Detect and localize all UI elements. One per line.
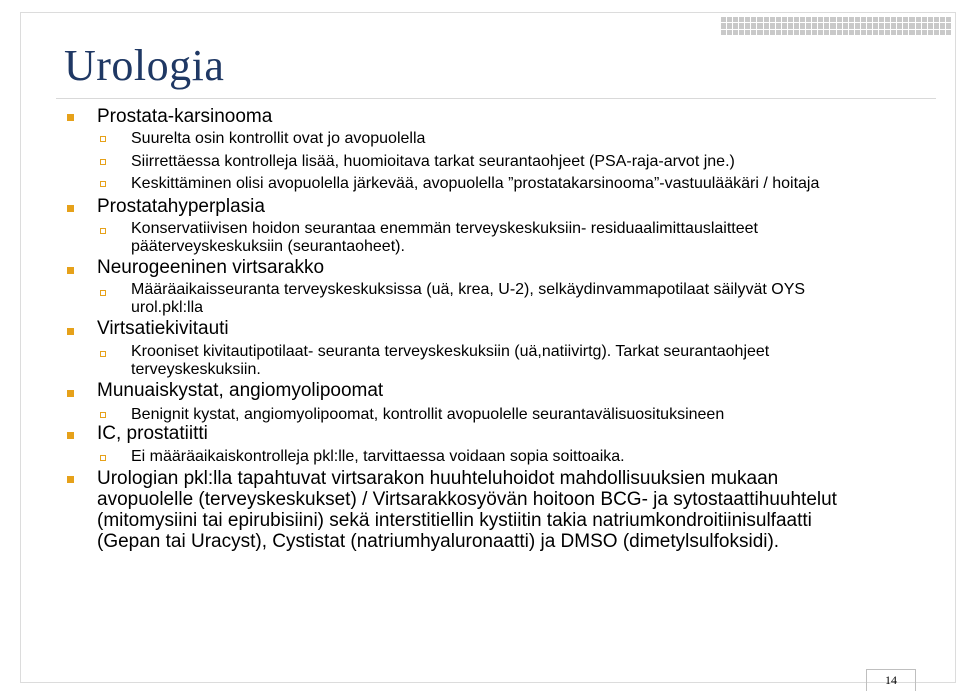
grid-cell xyxy=(812,17,817,22)
grid-cell xyxy=(837,23,842,28)
grid-cell xyxy=(770,17,775,22)
grid-cell xyxy=(776,23,781,28)
grid-cell xyxy=(776,17,781,22)
grid-cell xyxy=(843,23,848,28)
grid-cell xyxy=(794,17,799,22)
grid-cell xyxy=(721,17,726,22)
grid-cell xyxy=(849,30,854,35)
grid-cell xyxy=(770,30,775,35)
bullet-text: Neurogeeninen virtsarakko xyxy=(97,257,325,278)
grid-cell xyxy=(818,23,823,28)
grid-cell xyxy=(946,23,951,28)
grid-cell xyxy=(800,30,805,35)
title-divider xyxy=(56,98,936,99)
square-bullet-icon xyxy=(67,476,74,483)
grid-cell xyxy=(940,17,945,22)
grid-cell xyxy=(837,30,842,35)
grid-cell xyxy=(800,23,805,28)
grid-cell xyxy=(770,23,775,28)
hollow-square-bullet-icon xyxy=(100,181,106,187)
sub-bullet-text: Krooniset kivitautipotilaat- seuranta terveyskeskuksiin (uä,natiivirtg). Tarkat seurantaohjeet terveyskeskuksiin. xyxy=(131,343,770,378)
sub-bullet-text: Konservatiivisen hoidon seurantaa enemmän terveyskeskuksiin- residuaalimittauslaitteet pääterveyskeskuksiin (seurantaoheet). xyxy=(131,220,758,255)
bullet-text: Urologian pkl:lla tapahtuvat virtsarakon huuhteluhoidot mahdollisuuksien mukaan avopuolelle (terveyskeskukset) / Virtsarakkosyövän hoitoon BCG- ja sytostaattihuuhtelut (mitomysiini tai epirubisiini) sekä interstitiellin kystiitin takia natriumkondroitiinisulfaatti (Gepan tai Uracyst), Cystistat (natriumhyaluronaatti) ja DMSO (dimetylsulfoksidi). xyxy=(97,468,837,552)
bullet-text: Munuaiskystat, angiomyolipoomat xyxy=(97,380,384,401)
grid-cell xyxy=(764,30,769,35)
grid-cell xyxy=(928,30,933,35)
grid-cell xyxy=(849,17,854,22)
grid-cell xyxy=(940,23,945,28)
grid-cell xyxy=(733,30,738,35)
grid-cell xyxy=(843,30,848,35)
grid-cell xyxy=(891,23,896,28)
grid-cell xyxy=(733,17,738,22)
grid-cell xyxy=(861,30,866,35)
grid-cell xyxy=(940,30,945,35)
square-bullet-icon xyxy=(67,267,74,274)
page-number: 14 xyxy=(866,669,916,691)
grid-cell xyxy=(879,17,884,22)
grid-cell xyxy=(739,17,744,22)
grid-cell xyxy=(721,30,726,35)
bullet-text: Prostatahyperplasia xyxy=(97,196,265,217)
grid-cell xyxy=(782,30,787,35)
grid-cell xyxy=(843,17,848,22)
hollow-square-bullet-icon xyxy=(100,412,106,418)
grid-cell xyxy=(727,23,732,28)
grid-cell xyxy=(897,17,902,22)
sub-bullet-text: Keskittäminen olisi avopuolella järkevää, avopuolella ”prostatakarsinooma”-vastuulääkäri / hoitaja xyxy=(131,175,820,192)
grid-cell xyxy=(800,17,805,22)
grid-cell xyxy=(855,23,860,28)
grid-cell xyxy=(812,30,817,35)
grid-cell xyxy=(751,17,756,22)
grid-cell xyxy=(782,23,787,28)
grid-cell xyxy=(916,30,921,35)
grid-cell xyxy=(824,17,829,22)
grid-cell xyxy=(861,17,866,22)
grid-cell xyxy=(946,30,951,35)
grid-cell xyxy=(903,30,908,35)
grid-cell xyxy=(885,30,890,35)
grid-cell xyxy=(867,30,872,35)
grid-cell xyxy=(922,23,927,28)
grid-cell xyxy=(903,17,908,22)
grid-cell xyxy=(818,30,823,35)
grid-cell xyxy=(879,23,884,28)
grid-cell xyxy=(903,23,908,28)
grid-cell xyxy=(897,30,902,35)
grid-cell xyxy=(885,17,890,22)
grid-cell xyxy=(885,23,890,28)
grid-cell xyxy=(916,17,921,22)
grid-cell xyxy=(897,23,902,28)
grid-cell xyxy=(934,17,939,22)
square-bullet-icon xyxy=(67,114,74,121)
grid-cell xyxy=(745,30,750,35)
grid-cell xyxy=(873,23,878,28)
grid-cell xyxy=(757,23,762,28)
grid-cell xyxy=(721,23,726,28)
grid-cell xyxy=(757,30,762,35)
grid-cell xyxy=(855,17,860,22)
grid-cell xyxy=(806,30,811,35)
hollow-square-bullet-icon xyxy=(100,290,106,296)
bullet-text: Prostata-karsinooma xyxy=(97,106,273,127)
grid-cell xyxy=(794,30,799,35)
grid-cell xyxy=(739,23,744,28)
grid-cell xyxy=(757,17,762,22)
grid-cell xyxy=(922,17,927,22)
grid-cell xyxy=(909,30,914,35)
grid-cell xyxy=(849,23,854,28)
grid-cell xyxy=(873,30,878,35)
grid-cell xyxy=(739,30,744,35)
hollow-square-bullet-icon xyxy=(100,228,106,234)
grid-cell xyxy=(867,23,872,28)
sub-bullet-text: Ei määräaikaiskontrolleja pkl:lle, tarvittaessa voidaan sopia soittoaika. xyxy=(131,448,625,465)
grid-cell xyxy=(909,23,914,28)
bullet-text: Virtsatiekivitauti xyxy=(97,318,229,339)
grid-cell xyxy=(891,17,896,22)
grid-cell xyxy=(873,17,878,22)
hollow-square-bullet-icon xyxy=(100,351,106,357)
grid-cell xyxy=(934,30,939,35)
grid-cell xyxy=(782,17,787,22)
grid-cell xyxy=(867,17,872,22)
grid-cell xyxy=(776,30,781,35)
grid-cell xyxy=(928,23,933,28)
grid-cell xyxy=(909,17,914,22)
square-bullet-icon xyxy=(67,328,74,335)
grid-cell xyxy=(861,23,866,28)
grid-cell xyxy=(745,17,750,22)
grid-cell xyxy=(812,23,817,28)
grid-cell xyxy=(788,23,793,28)
grid-cell xyxy=(830,17,835,22)
square-bullet-icon xyxy=(67,390,74,397)
grid-cell xyxy=(727,30,732,35)
grid-cell xyxy=(946,17,951,22)
grid-cell xyxy=(879,30,884,35)
sub-bullet-text: Määräaikaisseuranta terveyskeskuksissa (uä, krea, U-2), selkäydinvammapotilaat säilyvät OYS urol.pkl:lla xyxy=(131,281,806,316)
grid-cell xyxy=(824,23,829,28)
grid-cell xyxy=(733,23,738,28)
grid-cell xyxy=(830,30,835,35)
sub-bullet-text: Benignit kystat, angiomyolipoomat, kontrollit avopuolelle seurantavälisuosituksineen xyxy=(131,406,725,423)
grid-cell xyxy=(922,30,927,35)
grid-cell xyxy=(788,17,793,22)
grid-cell xyxy=(764,23,769,28)
grid-cell xyxy=(837,17,842,22)
sub-bullet-text: Siirrettäessa kontrolleja lisää, huomioitava tarkat seurantaohjeet (PSA-raja-arvot jne.) xyxy=(131,153,735,170)
grid-cell xyxy=(891,30,896,35)
grid-cell xyxy=(928,17,933,22)
bullet-text: IC, prostatiitti xyxy=(97,423,208,444)
hollow-square-bullet-icon xyxy=(100,159,106,165)
hollow-square-bullet-icon xyxy=(100,136,106,142)
grid-cell xyxy=(934,23,939,28)
square-bullet-icon xyxy=(67,432,74,439)
square-bullet-icon xyxy=(67,205,74,212)
grid-cell xyxy=(818,17,823,22)
grid-cell xyxy=(824,30,829,35)
grid-cell xyxy=(788,30,793,35)
grid-cell xyxy=(794,23,799,28)
grid-cell xyxy=(727,17,732,22)
slide-title: Urologia xyxy=(64,41,225,90)
grid-cell xyxy=(751,30,756,35)
grid-cell xyxy=(764,17,769,22)
grid-cell xyxy=(830,23,835,28)
grid-cell xyxy=(745,23,750,28)
grid-cell xyxy=(855,30,860,35)
corner-decoration xyxy=(721,17,951,35)
grid-cell xyxy=(751,23,756,28)
sub-bullet-text: Suurelta osin kontrollit ovat jo avopuolella xyxy=(131,130,426,147)
grid-cell xyxy=(806,17,811,22)
grid-cell xyxy=(806,23,811,28)
grid-cell xyxy=(916,23,921,28)
hollow-square-bullet-icon xyxy=(100,455,106,461)
